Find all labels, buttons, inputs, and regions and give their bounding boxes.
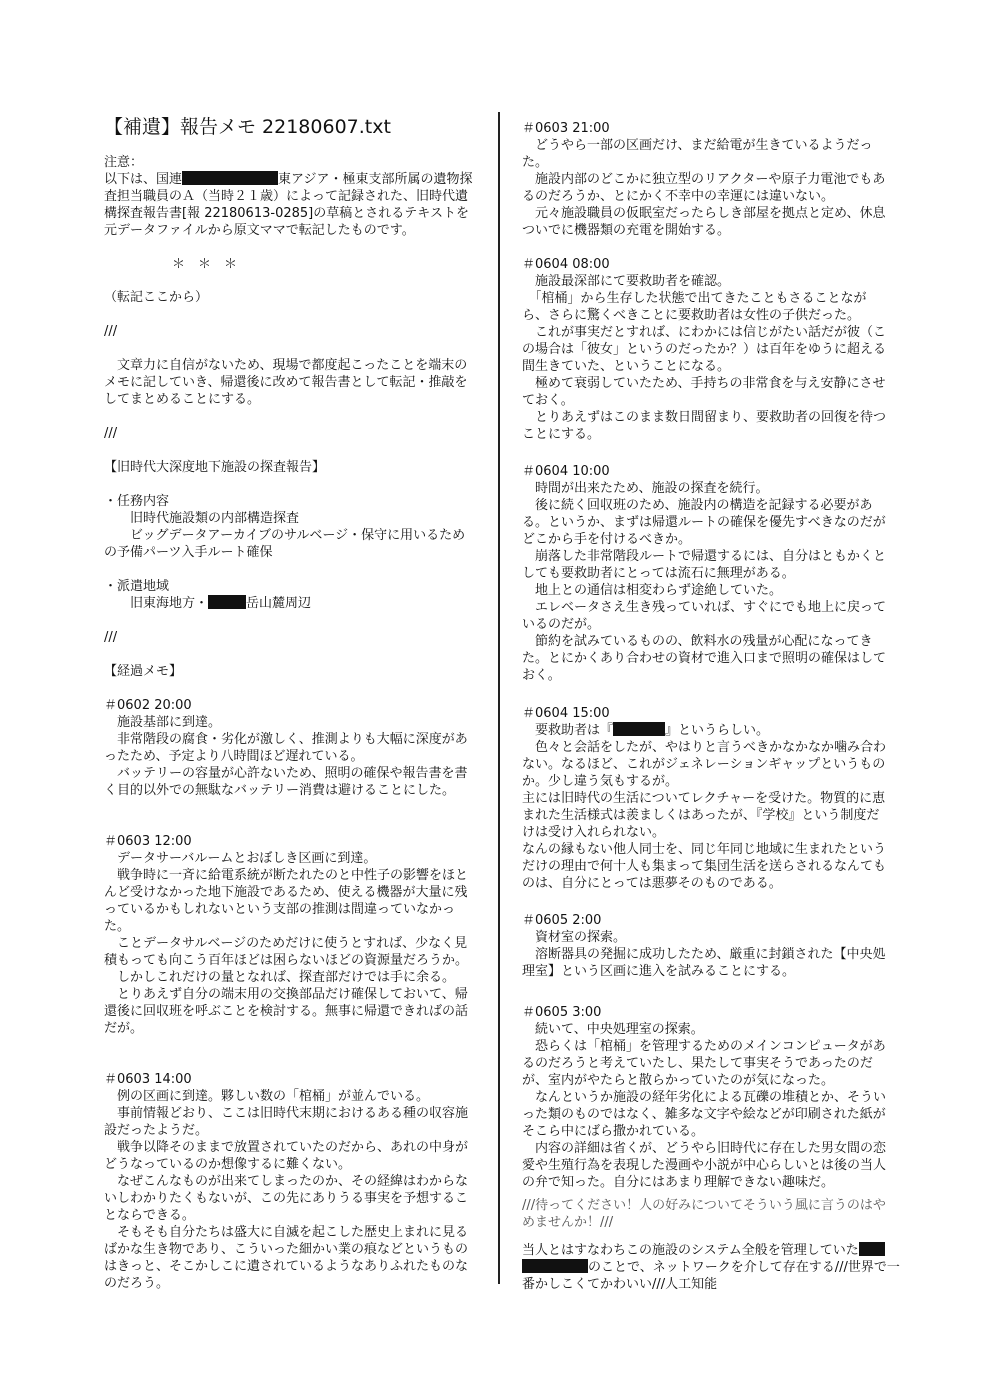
entry-body: 施設最深部にて要救助者を確認。 「棺桶」から生存した状態で出てきたこともさることなが ら、さらに驚くべきことに要救助者は女性の子供だった。 これが事実だとすれば、にわかには信じがたい話だが彼（こ の場合は「彼女」というのだったか？）は百年をゆうに超える 間生きていた、ということになる。 極めて衰弱していたため、手持ちの非常食を与え安静にさせ ておく。 とりあえずはこのまま数日間留まり、要救助者の回復を待つ ことにする。	[522, 274, 887, 442]
note-line: 元データファイルから原文ママで転記したものです。	[104, 223, 415, 238]
redaction-bar	[613, 722, 665, 736]
final-line: のことで、ネットワークを介して存在する///世界で一	[522, 1259, 900, 1276]
entry-body: 色々と会話をしたが、やはりと言うべきかなかなか噛み合わ ない。なるほど、これがジェネレーションギャップというもの か。少し違う気もするが。 主には旧時代の生活についてレクチャーを受けた。物質的に恵 まれた生活様式は羨ましくはあったが、『学校』という制度だ けは受け入れられない。 なんの縁もない他人同士を、同じ年同じ地域に生まれたという だけの理由で何十人も集まって集団生活を送らされるなんても のは、自分にとっては悪夢そのものである。	[522, 740, 887, 891]
entry-body: 例の区画に到達。夥しい数の「棺桶」が並んでいる。 事前情報どおり、ここは旧時代末期におけるある種の収容施 設だったようだ。 戦争以降そのままで放置されていたのだから、あれの中身が どうなっているのか想像するに難くない。 なぜこんなものが出来てしまったのか、その経緯はわからな いしわかりたくもないが、この先にありうる事実を予想するこ とならできる。 そもそも自分たちは盛大に自滅を起こした歴史上まれに見る ばかな生き物であり、こういった細かい業の痕などというもの はきっと、そこかしこに遺されているようなありふれたものな のだろう。	[104, 1089, 469, 1291]
note-line: 構探査報告書[報 22180613-0285]の草稿とされるテキストを	[104, 206, 469, 221]
entry-heading: ＃0604 08:00	[522, 257, 610, 272]
page-title: 【補遺】報告メモ 22180607.txt	[104, 116, 391, 138]
entry-body: 時間が出来たため、施設の探査を続行。 後に続く回収班のため、施設内の構造を記録する必要があ る。というか、まずは帰還ルートの確保を優先すべきなのだが どこから手を付けるべきか。 崩落した非常階段ルートで帰還するには、自分はともかくと しても要救助者にとっては流石に無理がある。 地上との通信は相変わらず途絶していた。 エレベータさえ生き残っていれば、すぐにでも地上に戻って いるのだが。 節約を試みているものの、飲料水の残量が心配になってき た。とにかくあり合わせの資材で進入口まで照明の確保はして おく。	[522, 481, 887, 683]
interjection-text: ///待ってください！人の好みについてそういう風に言うのはや めませんか！///	[522, 1198, 886, 1230]
separator: ///	[104, 630, 118, 645]
entry-body: 施設基部に到達。 非常階段の腐食・劣化が激しく、推測よりも大幅に深度があ ったため、予定より八時間ほど遅れている。 バッテリーの容量が心許ないため、照明の確保や報告書を書 く目的以外での無駄なバッテリー消費は避けることにした。	[104, 715, 468, 798]
redaction-bar	[522, 1259, 588, 1273]
area-label: ・派遣地域	[104, 579, 170, 594]
entry-body: どうやら一部の区画だけ、まだ給電が生きているようだっ た。 施設内部のどこかに独立型のリアクターや原子力電池でもあ るのだろうか、とにかく不幸中の幸運には違いない。 元々施設職員の仮眠室だったらしき部屋を拠点と定め、休息 ついでに機器類の充電を開始する。	[522, 138, 886, 238]
entry-heading: ＃0605 2:00	[522, 913, 602, 928]
area-body: 旧東海地方・ 岳山麓周辺	[104, 596, 312, 611]
entry-body: データサーバルームとおぼしき区画に到達。 戦争時に一斉に給電系統が断たれたのと中性子の影響をほと んど受けなかった地下施設であるため、使える機器が大量に残 っているかもしれないという支部の推測は間違っていなかっ た。 ことデータサルベージのためだけに使うとすれば、少なく見 積もっても向こう百年ほどは困らないほどの資源量だろうか。 しかしこれだけの量となれば、探査部だけでは手に余る。 とりあえず自分の端末用の交換部品だけ確保しておいて、帰 還後に回収班を呼ぶことを検討する。無事に帰還できればの話 だが。	[104, 851, 469, 1036]
note-line: 以下は、国連 東アジア・極東支部所属の遺物探	[104, 172, 473, 187]
transcription-begin: （転記ここから）	[104, 290, 209, 305]
entry-body: 資材室の探索。 溶断器具の発掘に成功したため、厳重に封鎖された【中央処 理室】という区画に進入を試みることにする。	[522, 930, 886, 979]
final-line: 番かしこくてかわいい///人工知能	[522, 1277, 718, 1292]
redaction-bar	[859, 1242, 885, 1256]
entry-heading: ＃0604 15:00	[522, 706, 610, 721]
section-stars: ＊ ＊ ＊	[172, 257, 238, 272]
redaction-bar	[208, 595, 246, 609]
log-title: 【経過メモ】	[104, 664, 183, 679]
entry-heading: ＃0603 14:00	[104, 1072, 192, 1087]
intro-paragraph: 文章力に自信がないため、現場で都度起こったことを端末の メモに記していき、帰還後に改めて報告書として転記・推敲を してまとめることにする。	[104, 358, 468, 407]
entry-line: 要救助者は『 』というらしい。	[522, 723, 770, 738]
entry-heading: ＃0602 20:00	[104, 698, 192, 713]
separator: ///	[104, 426, 118, 441]
redaction-bar	[182, 171, 278, 185]
entry-heading: ＃0603 12:00	[104, 834, 192, 849]
entry-body: 続いて、中央処理室の探索。 恐らくは「棺桶」を管理するためのメインコンピュータがあ るのだろうと考えていたし、果たして事実そうであったのだ が、室内がやたらと散らかっていたのが気になった。 なんというか施設の経年劣化による瓦礫の堆積とか、そうい った類のものではなく、雑多な文字や絵などが印刷された紙が そこら中にばら撒かれている。 内容の詳細は省くが、どうやら旧時代に存在した男女間の恋 愛や生殖行為を表現した漫画や小説が中心らしいとは後の当人 の弁で知った。自分にはあまり理解できない趣味だ。	[522, 1022, 887, 1190]
entry-heading: ＃0604 10:00	[522, 464, 610, 479]
report-title: 【旧時代大深度地下施設の探査報告】	[104, 460, 326, 475]
final-line: 当人とはすなわちこの施設のシステム全般を管理していた	[522, 1242, 885, 1259]
mission-label: ・任務内容	[104, 494, 170, 509]
column-divider	[498, 112, 500, 1284]
note-label: 注意：	[104, 155, 144, 170]
note-line: 査担当職員のＡ（当時２１歳）によって記録された、旧時代遺	[104, 189, 469, 204]
mission-body: 旧時代施設類の内部構造探査 ビッグデータアーカイブのサルベージ・保守に用いるため の予備パーツ入手ルート確保	[104, 511, 466, 560]
entry-heading: ＃0603 21:00	[522, 121, 610, 136]
entry-heading: ＃0605 3:00	[522, 1005, 602, 1020]
separator: ///	[104, 324, 118, 339]
